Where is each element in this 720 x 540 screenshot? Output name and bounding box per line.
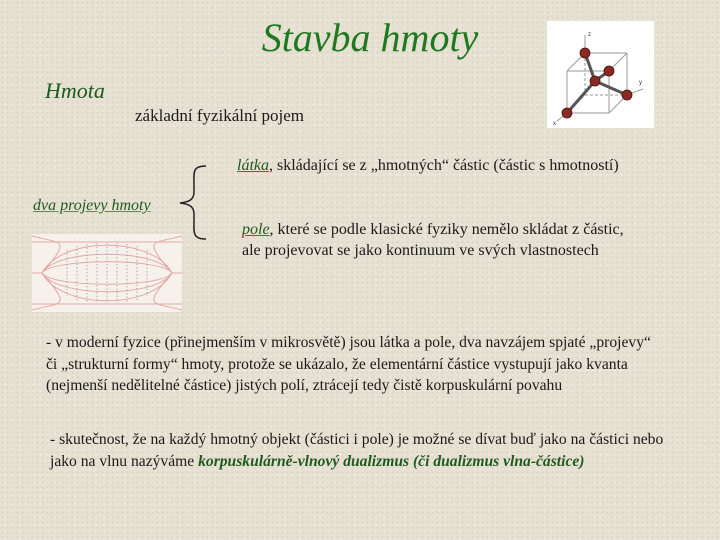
heading-hmota: Hmota [45,78,105,103]
crystal-lattice-cube-icon [547,21,654,128]
dualism-paragraph [50,429,690,472]
dualism-term: korpuskulárně-vlnový dualizmus (či dualizmus vlna-částice) [198,452,585,470]
pole-description: , které se podle klasické fyziky nemělo skládat z částic, ale projevovat se jako kontinuum ve svých vlastnostech [242,221,624,259]
pole-term: pole [242,221,270,238]
modern-physics-paragraph: - v moderní fyzice (přinejmenším v mikrosvětě) jsou látka a pole, dva navzájem spjaté „projevy“ či „strukturní formy“ hmoty, protože se ukázalo, že elementární částice vystupují jako kvanta (nejmenší nedělitelné částice) jistých polí, ztrácejí tedy čistě korpuskulární povahu [46,334,651,394]
left-curly-brace-icon [172,162,212,242]
two-forms-label: dva projevy hmoty [33,197,151,214]
slide-title: Stavba hmoty [261,15,479,60]
axis-label-x: x [553,121,556,127]
latka-description: , skládající se z „hmotných“ částic (částic s hmotností) [269,157,619,174]
pole-definition [242,219,642,261]
latka-definition [237,157,619,175]
magnetic-field-lines-icon [32,234,182,312]
latka-term: látka [237,157,269,174]
crystal-cube-image [547,21,654,128]
axis-label-z: z [588,32,591,38]
dualism-prefix: - skutečnost, že na každý hmotný objekt (částici i pole) je možné se dívat buď jako na částici nebo jako na vlnu nazýváme [50,431,664,470]
axis-label-y: y [639,80,642,86]
basic-concept-text: základní fyzikální pojem [135,106,304,125]
